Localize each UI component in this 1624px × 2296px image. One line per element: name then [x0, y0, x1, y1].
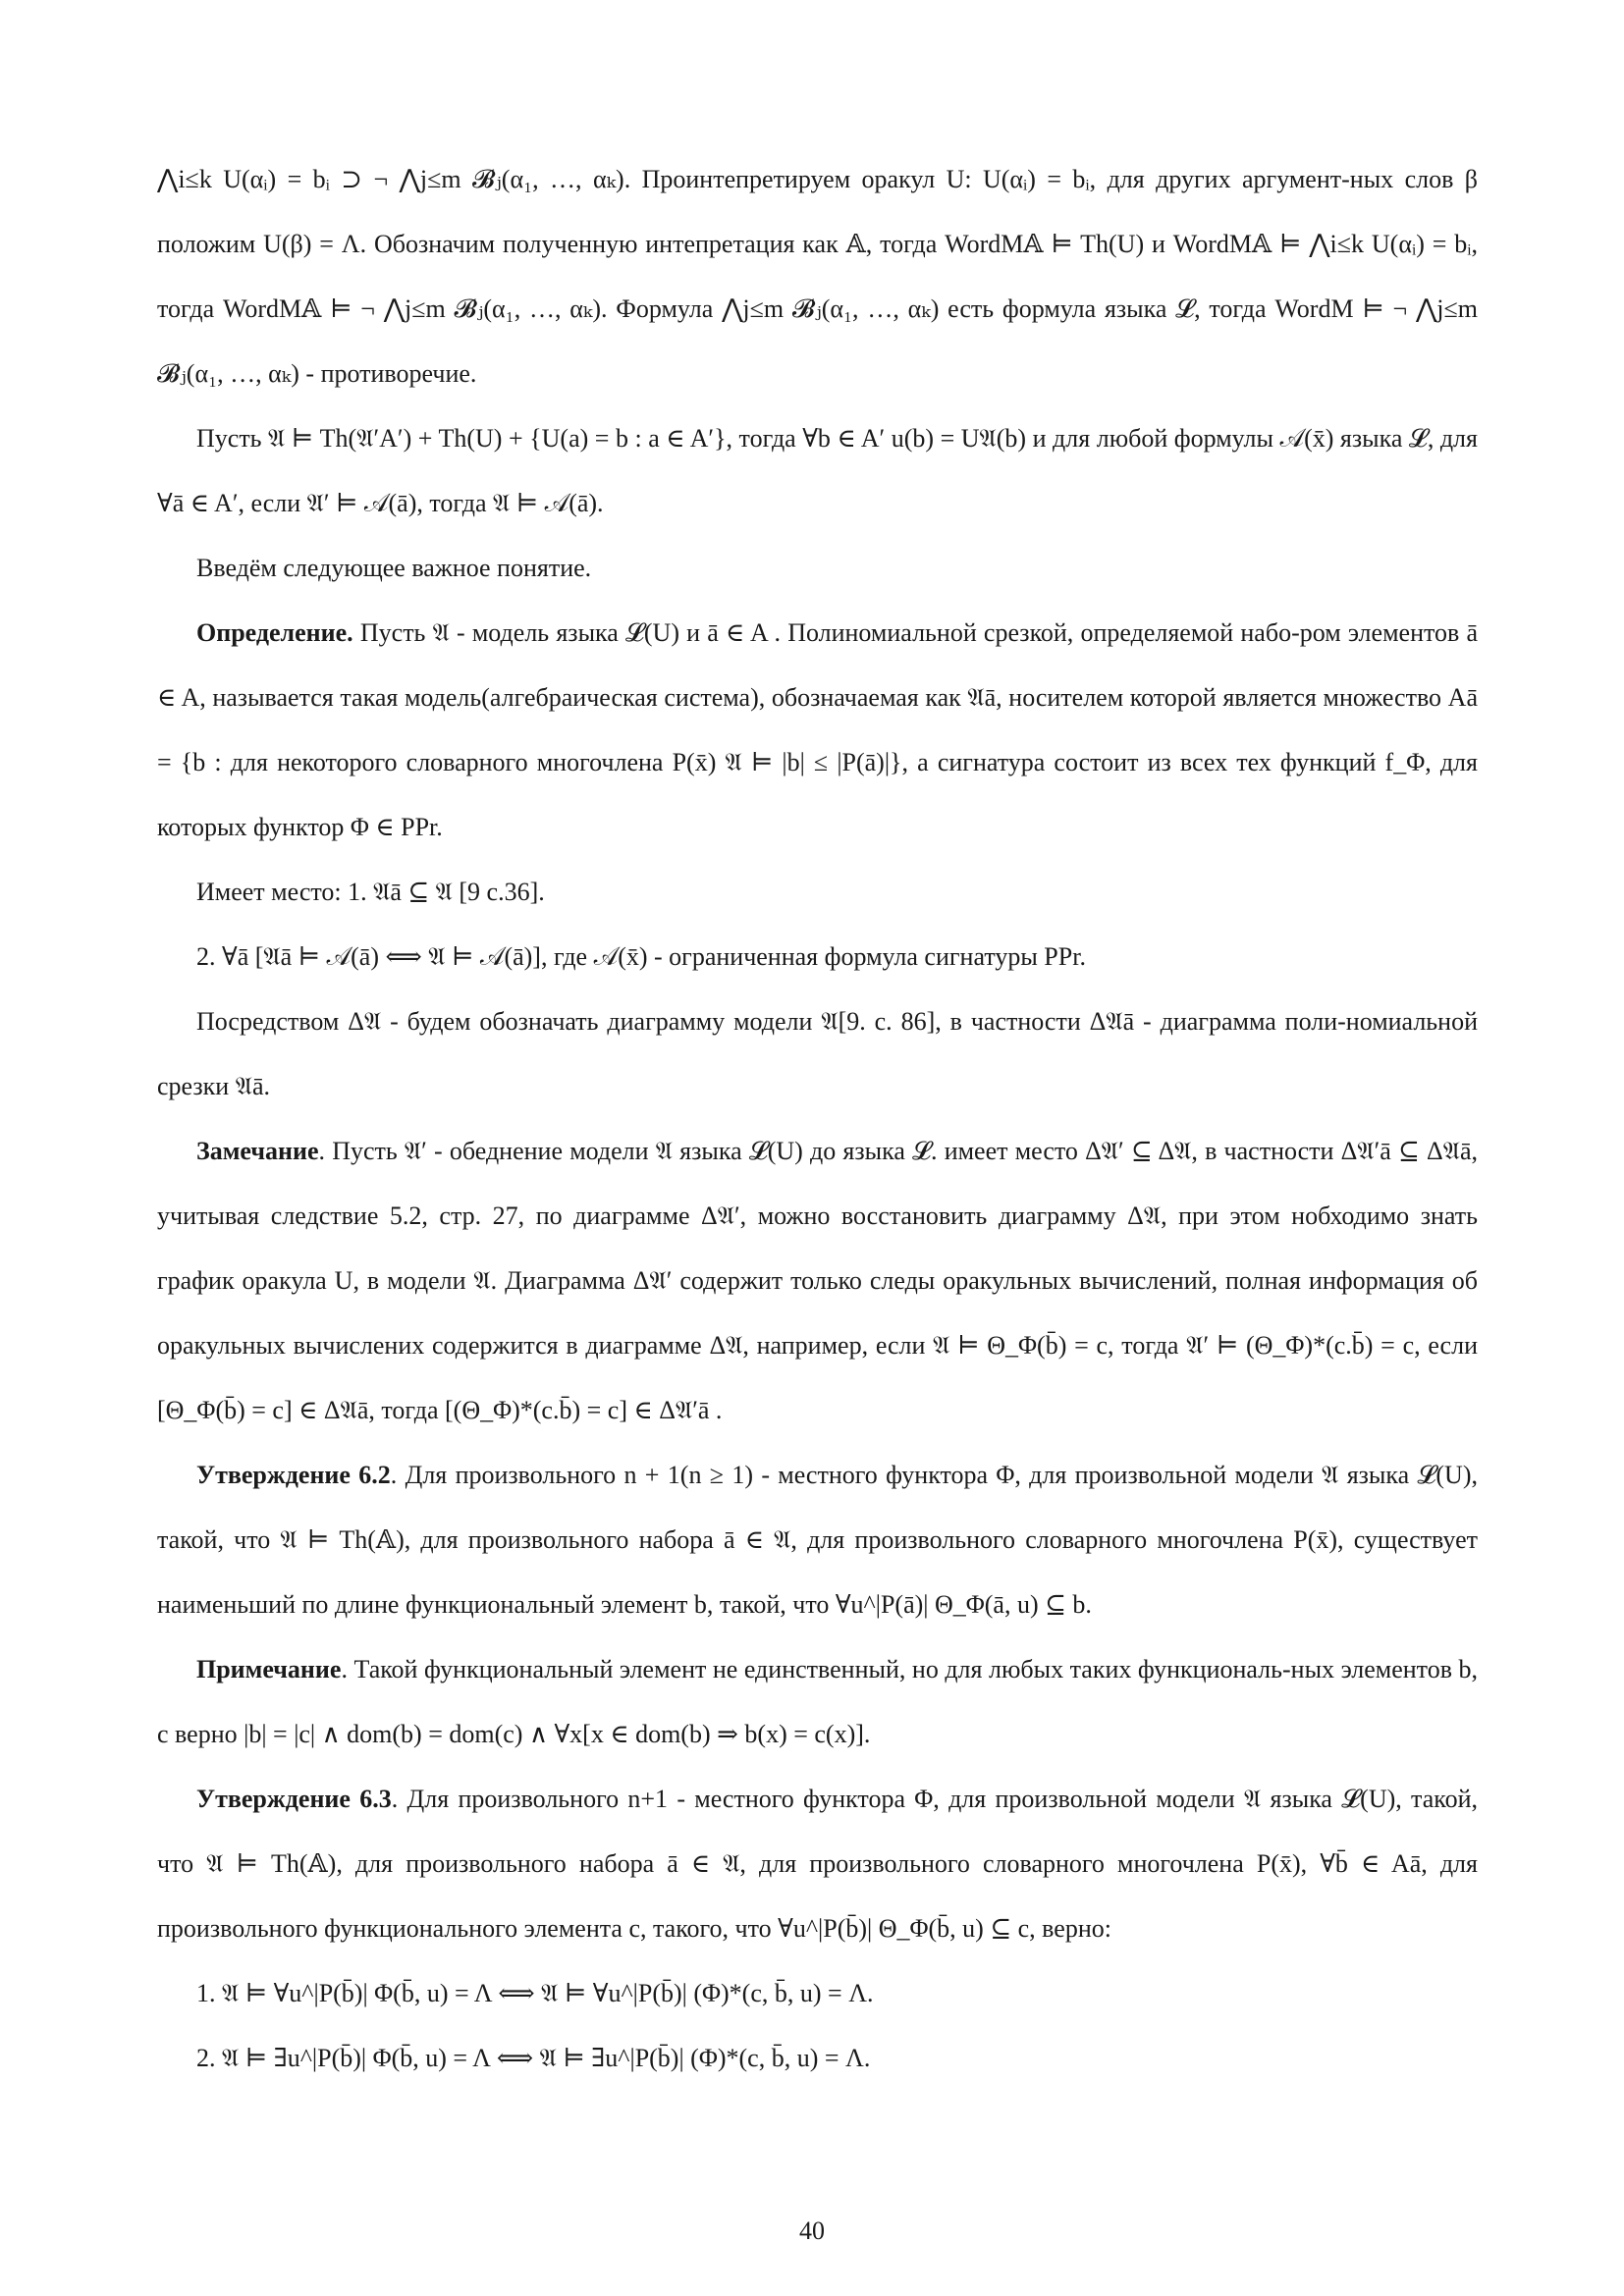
paragraph-diagram-notation	[157, 989, 1478, 1119]
paragraph-oracle-interpretation	[157, 147, 1478, 406]
paragraph-text: Пусть 𝔄 ⊨ Th(𝔄′A′) + Th(U) + {U(a) = b : a ∈ A′}, тогда ∀b ∈ A′ u(b) = U𝔄(b) и для любой формулы 𝒜(x̄) языка 𝓛, для ∀ā ∈ A′, если 𝔄′ ⊨ 𝒜(ā), тогда 𝔄 ⊨ 𝒜(ā).	[157, 424, 1478, 517]
paragraph-remark	[157, 1119, 1478, 1443]
page-body	[157, 147, 1478, 2091]
paragraph-text: 2. 𝔄 ⊨ ∃u^|P(b̄)| Φ(b̄, u) = Λ ⟺ 𝔄 ⊨ ∃u^|P(b̄)| (Φ)*(c, b̄, u) = Λ.	[196, 2044, 871, 2072]
paragraph-text: 2. ∀ā [𝔄ā ⊨ 𝒜(ā) ⟺ 𝔄 ⊨ 𝒜(ā)], где 𝒜(x̄) - ограниченная формула сигнатуры PPr.	[196, 942, 1086, 971]
paragraph-property-2	[157, 925, 1478, 989]
paragraph-definition	[157, 601, 1478, 860]
statement-6-2-heading: Утверждение 6.2	[196, 1461, 391, 1489]
paragraph-text: Имеет место: 1. 𝔄ā ⊆ 𝔄 [9 c.36].	[196, 878, 545, 906]
paragraph-introduce-concept	[157, 536, 1478, 601]
note-heading: Примечание	[196, 1655, 342, 1683]
paragraph-item-2	[157, 2026, 1478, 2091]
paragraph-text: Посредством Δ𝔄 - будем обозначать диаграмму модели 𝔄[9. с. 86], в частности Δ𝔄ā - диаграмма поли-номиальной срезки 𝔄ā.	[157, 1007, 1478, 1100]
statement-6-3-heading: Утверждение 6.3	[196, 1785, 392, 1813]
paragraph-item-1	[157, 1961, 1478, 2026]
paragraph-text: . Пусть 𝔄′ - обеднение модели 𝔄 языка 𝓛(U) до языка 𝓛. имеет место Δ𝔄′ ⊆ Δ𝔄, в частности Δ𝔄′ā ⊆ Δ𝔄ā, учитывая следствие 5.2, стр. 27, по диаграмме Δ𝔄′, можно восстановить диаграмму Δ𝔄, при этом нобходимо знать график оракула U, в модели 𝔄. Диаграмма Δ𝔄′ содержит только следы оракульных вычислений, полная информация об оракульных вычислених содержится в диаграмме Δ𝔄, например, если 𝔄 ⊨ Θ_Φ(b̄) = c, тогда 𝔄′ ⊨ (Θ_Φ)*(c.b̄) = c, если [Θ_Φ(b̄) = c] ∈ Δ𝔄ā, тогда [(Θ_Φ)*(c.b̄) = c] ∈ Δ𝔄′ā .	[157, 1137, 1478, 1424]
paragraph-text: Введём следующее важное понятие.	[196, 554, 592, 582]
paragraph-property-1	[157, 860, 1478, 925]
paragraph-statement-6-3	[157, 1767, 1478, 1961]
paragraph-text: . Для произвольного n + 1(n ≥ 1) - местного функтора Φ, для произвольной модели 𝔄 языка 𝓛(U), такой, что 𝔄 ⊨ Th(𝔸), для произвольного набора ā ∈ 𝔄, для произвольного словарного многочлена P(x̄), существует наименьший по длине функциональный элемент b, такой, что ∀u^|P(ā)| Θ_Φ(ā, u) ⊆ b.	[157, 1461, 1478, 1619]
paragraph-text: Пусть 𝔄 - модель языка 𝓛(U) и ā ∈ A . Полиномиальной срезкой, определяемой набо-ром элементов ā ∈ A, называется такая модель(алгебраическая система), обозначаемая как 𝔄ā, носителем которой является множество Aā = {b : для некоторого словарного многочлена P(x̄) 𝔄 ⊨ |b| ≤ |P(ā)|}, а сигнатура состоит из всех тех функций f_Φ, для которых функтор Φ ∈ PPr.	[157, 618, 1478, 841]
definition-heading: Определение.	[196, 618, 353, 647]
paragraph-text: . Такой функциональный элемент не единственный, но для любых таких функциональ-ных элементов b, c верно |b| = |c| ∧ dom(b) = dom(c) ∧ ∀x[x ∈ dom(b) ⇒ b(x) = c(x)].	[157, 1655, 1478, 1748]
remark-heading: Замечание	[196, 1137, 319, 1165]
page-number: 40	[799, 2216, 825, 2245]
paragraph-note	[157, 1637, 1478, 1767]
paragraph-text: . Для произвольного n+1 - местного функтора Φ, для произвольной модели 𝔄 языка 𝓛(U), такой, что 𝔄 ⊨ Th(𝔸), для произвольного набора ā ∈ 𝔄, для произвольного словарного многочлена P(x̄), ∀b̄ ∈ Aā, для произвольного функционального элемента c, такого, что ∀u^|P(b̄)| Θ_Φ(b̄, u) ⊆ c, верно:	[157, 1785, 1478, 1943]
paragraph-text: 1. 𝔄 ⊨ ∀u^|P(b̄)| Φ(b̄, u) = Λ ⟺ 𝔄 ⊨ ∀u^|P(b̄)| (Φ)*(c, b̄, u) = Λ.	[196, 1979, 874, 2007]
paragraph-model-extension	[157, 406, 1478, 536]
paragraph-text: ⋀i≤k U(αᵢ) = bᵢ ⊃ ¬ ⋀j≤m 𝓑ⱼ(α₁, …, αₖ). Проинтепретируем оракул U: U(αᵢ) = bᵢ, для других аргумент-ных слов β положим U(β) = Λ. Обозначим полученную интепретация как 𝔸, тогда WordM𝔸 ⊨ Th(U) и WordM𝔸 ⊨ ⋀i≤k U(αᵢ) = bᵢ, тогда WordM𝔸 ⊨ ¬ ⋀j≤m 𝓑ⱼ(α₁, …, αₖ). Формула ⋀j≤m 𝓑ⱼ(α₁, …, αₖ) есть формула языка 𝓛, тогда WordM ⊨ ¬ ⋀j≤m 𝓑ⱼ(α₁, …, αₖ) - противоречие.	[157, 165, 1478, 388]
paragraph-statement-6-2	[157, 1443, 1478, 1637]
